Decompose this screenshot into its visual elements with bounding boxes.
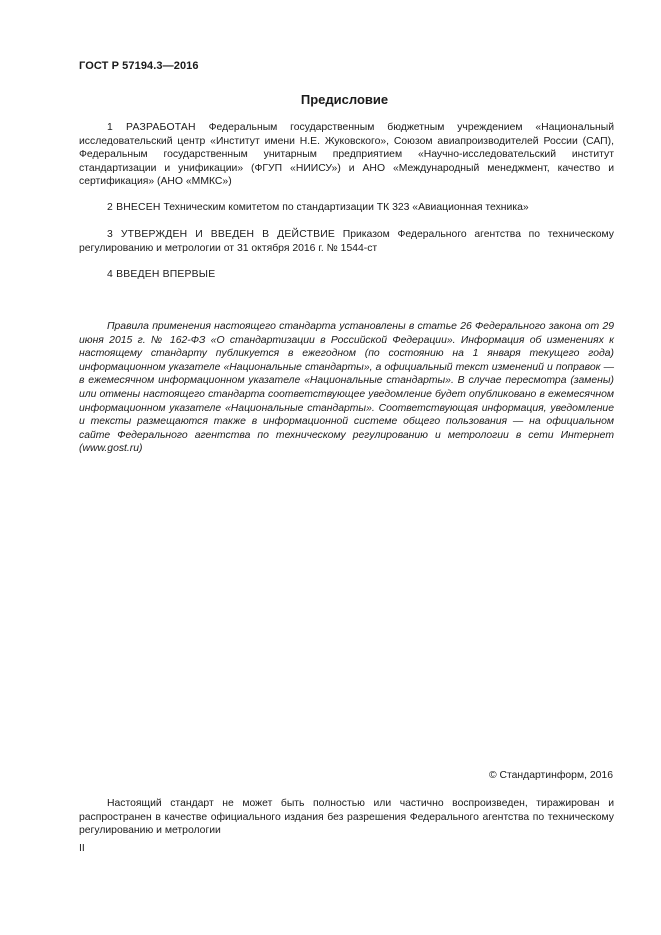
item-2-text: Техническим комитетом по стандартизации ТК 323 «Авиационная техника» — [160, 202, 529, 213]
page-number: II — [79, 843, 85, 854]
item-4-lead: 4 ВВЕДЕН ВПЕРВЫЕ — [107, 269, 216, 280]
application-notice-text: Правила применения настоящего стандарта установлены в статье 26 Федерального закона от 29 июня 2015 г. № 162-ФЗ «О стандартизации в Российской Федерации». Информация об изменениях к настоящему стандарту публикуется в ежегодном (по состоянию на 1 января текущего года) информационном указателе «Национальные стандарты», а официальный текст изменений и поправок — в ежемесячном информационном указателе «Национальные стандарты». В случае пересмотра (замены) или отмены настоящего стандарта соответствующее уведомление будет опубликовано в ежемесячном информационном указателе «Национальные стандарты». Соответствующая информация, уведомление и тексты размещаются также в информационной системе общего пользования — на официальном сайте Федерального агентства по техническому регулированию и метрологии в сети Интернет (www.gost.ru) — [79, 321, 614, 455]
foreword-item-4 — [79, 268, 614, 282]
copyright-line: © Стандартинформ, 2016 — [488, 770, 613, 781]
item-3-text: Приказом Федерального агентства по техническому регулированию и метрологии от 31 октября 2016 г. № 1544-ст — [79, 229, 614, 254]
foreword-item-1 — [79, 121, 614, 189]
item-1-text: Федеральным государственным бюджетным учреждением «Национальный исследовательский центр «Институт имени Н.Е. Жуковского», Союзом авиапроизводителей России (САП), Федеральным государственным унитарным предприятием «Научно-исследовательский институт стандартизации и унификации» (ФГУП «НИИСУ») и АНО «Международный менеджмент, качество и сертификация» (АНО «ММКС») — [79, 122, 614, 188]
page-title — [0, 92, 661, 107]
foreword-item-3 — [79, 228, 614, 255]
rights-notice-text: Настоящий стандарт не может быть полностью или частично воспроизведен, тиражирован и распространен в качестве официального издания без разрешения Федерального агентства по техническому регулированию и метрологии — [79, 798, 614, 837]
rights-notice — [79, 797, 614, 838]
standard-code: ГОСТ Р 57194.3—2016 — [79, 60, 199, 72]
foreword-item-2 — [79, 201, 614, 215]
item-3-lead: 3 УТВЕРЖДЕН И ВВЕДЕН В ДЕЙСТВИЕ — [107, 229, 336, 240]
item-1-lead: 1 РАЗРАБОТАН — [107, 122, 196, 133]
page-title-text: Предисловие — [300, 92, 389, 107]
item-2-lead: 2 ВНЕСЕН — [107, 202, 161, 213]
application-notice — [79, 320, 614, 456]
